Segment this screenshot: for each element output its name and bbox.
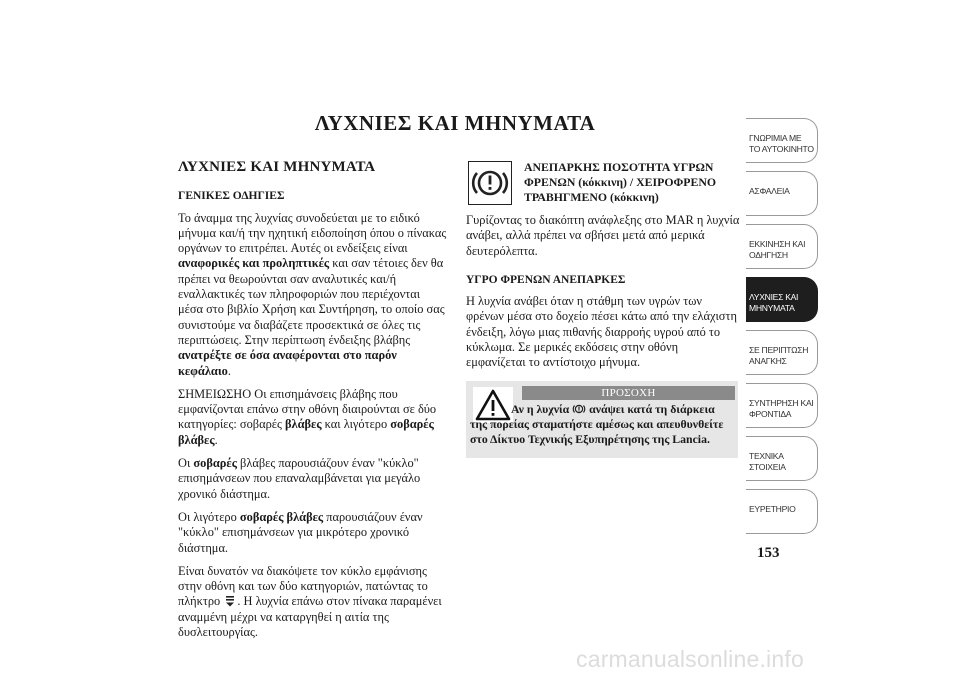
serious-faults-paragraph: Οι σοβαρές βλάβες παρουσιάζουν έναν "κύκλο" επισημάνσεων που επαναλαμβάνεται για μεγάλο χρονικό διάστημα.	[178, 456, 421, 501]
brake-warning-icon	[468, 161, 512, 205]
tab-warning-lights[interactable]: ΛΥΧΝΙΕΣ ΚΑΙ ΜΗΝΥΜΑΤΑ	[746, 277, 818, 322]
minor-faults-paragraph: Οι λιγότερο σοβαρές βλάβες παρουσιάζουν έναν "κύκλο" επισημάνσεων για μικρότερο χρονικό διάστημα.	[178, 509, 423, 555]
attention-label: ΠΡΟΣΟΧΗ	[522, 386, 735, 400]
tab-technical-data[interactable]: ΤΕΧΝΙΚΑ ΣΤΟΙΧΕΙΑ	[746, 436, 818, 481]
brake-warning-title: ΑΝΕΠΑΡΚΗΣ ΠΟΣΟΤΗΤΑ ΥΓΡΩΝ ΦΡΕΝΩΝ (κόκκινη) / ΧΕΙΡΟΦΡΕΝΟ ΤΡΑΒΗΓΜΕΝΟ (κόκκινη)	[524, 160, 717, 204]
intro-paragraph: Το άναμμα της λυχνίας συνοδεύεται με το ειδικό μήνυμα και/ή την ηχητική ειδοποίηση όπου ο πίνακας οργάνων το επιτρέπει. Αυτές οι ενδείξεις είναι αναφορικές και προληπτικές και σαν τέτοιες δεν θα πρέπει να θεωρούνται σαν αναλυτικές και/ή εναλλακτικές των πληροφοριών που περιέχονται μέσα στο βιβλίο Χρήση και Συντήρηση, το οποίο σας συνιστούμε να διαβάζετε προσεκτικά σε όλες τις περιπτώσεις. Στην περίπτωση ένδειξης βλάβης ανατρέξτε σε όσα αναφέρονται στο παρόν κεφάλαιο.	[178, 210, 447, 378]
interrupt-cycle-paragraph: Είναι δυνατόν να διακόψετε τον κύκλο εμφάνισης στην οθόνη και των δύο κατηγοριών, πατώντας το πλήκτρο . Η λυχνία επάνω στον πίνακα παραμένει αναμμένη μέχρι να καταργηθεί η αιτία της δυσλειτουργίας.	[178, 563, 442, 640]
tab-getting-to-know[interactable]: ΓΝΩΡΙΜΙΑ ΜΕ ΤΟ ΑΥΤΟΚΙΝΗΤΟ	[746, 118, 818, 163]
tab-safety[interactable]: ΑΣΦΑΛΕΙΑ	[746, 171, 818, 216]
attention-text: Αν η λυχνία ανάψει κατά τη διάρκεια της πορείας σταματήστε αμέσως και απευθυνθείτε στο Δίκτυο Τεχνικής Εξυπηρέτησης της Lancia.	[470, 401, 724, 446]
attention-box	[466, 381, 738, 458]
brake-fluid-heading: ΥΓΡΟ ΦΡΕΝΩΝ ΑΝΕΠΑΡΚΕΣ	[466, 273, 626, 286]
left-column	[178, 160, 448, 648]
page-title: ΛΥΧΝΙΕΣ ΚΑΙ ΜΗΝΥΜΑΤΑ	[314, 111, 596, 135]
tab-starting-driving[interactable]: ΕΚΚΙΝΗΣΗ ΚΑΙ ΟΔΗΓΗΣΗ	[746, 224, 818, 269]
ignition-paragraph: Γυρίζοντας το διακόπτη ανάφλεξης στο MAR η λυχνία ανάβει, αλλά πρέπει να σβήσει μετά από μερικά δευτερόλεπτα.	[466, 213, 740, 258]
tab-emergency[interactable]: ΣΕ ΠΕΡΙΠΤΩΣΗ ΑΝΑΓΚΗΣ	[746, 330, 818, 375]
watermark: carmanualsonline.info	[576, 646, 804, 672]
brake-fluid-paragraph: Η λυχνία ανάβει όταν η στάθμη των υγρών των φρένων μέσα στο δοχείο πέσει κάτω από την ελάχιστη ένδειξη, λόγω μιας πιθανής διαρροής υγρού από το κύκλωμα. Σε μερικές εκδόσεις στην οθόνη εμφανίζεται το αντίστοιχο μήνυμα.	[466, 294, 737, 370]
brake-warning-icon	[572, 402, 586, 416]
right-column	[466, 160, 740, 458]
chapter-tabs	[746, 118, 818, 542]
section-heading: ΛΥΧΝΙΕΣ ΚΑΙ ΜΗΝΥΜΑΤΑ	[178, 159, 376, 175]
note-paragraph: ΣΗΜΕΙΩΣΗΟ Οι επισημάνσεις βλάβης που εμφανίζονται επάνω στην οθόνη διαιρούνται σε δύο κατηγορίες: σοβαρές βλάβες και λιγότερο σοβαρές βλάβες.	[178, 386, 437, 447]
tab-index[interactable]: ΕΥΡΕΤΗΡΙΟ	[746, 489, 818, 534]
page-number: 153	[757, 545, 780, 561]
brake-warning-header	[466, 160, 740, 205]
menu-down-button-icon	[223, 594, 237, 608]
general-instructions-heading: ΓΕΝΙΚΕΣ ΟΔΗΓΙΕΣ	[178, 190, 285, 203]
tab-maintenance[interactable]: ΣΥΝΤΗΡΗΣΗ ΚΑΙ ΦΡΟΝΤΙΔΑ	[746, 383, 818, 428]
